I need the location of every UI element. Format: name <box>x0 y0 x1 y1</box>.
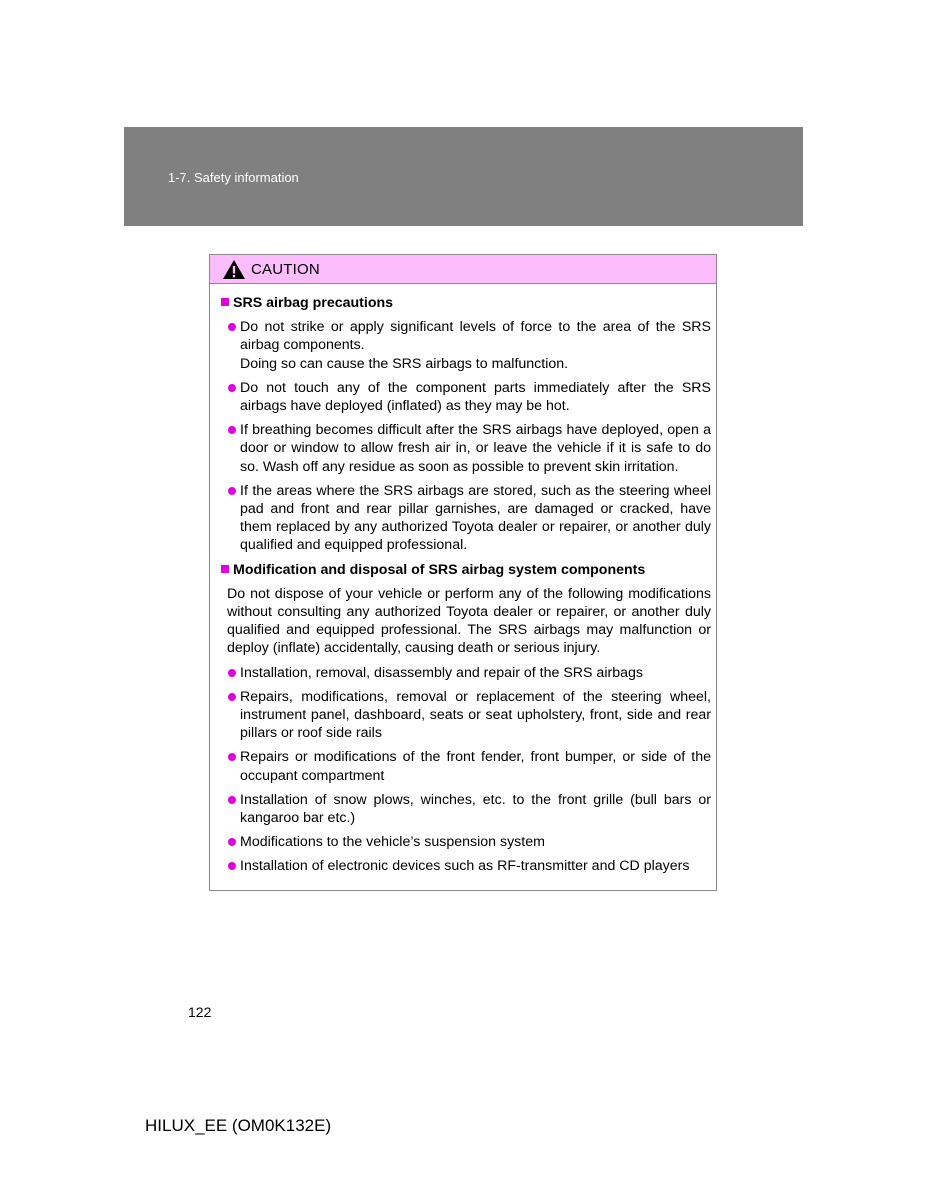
page-number: 122 <box>188 1004 212 1020</box>
list-item-text: Repairs or modifications of the front fender, front bumper, or side of the occupant compartment <box>240 749 711 784</box>
list-item-note: Doing so can cause the SRS airbags to malfunction. <box>240 355 569 372</box>
caution-content <box>210 284 716 876</box>
square-bullet-icon <box>221 565 229 573</box>
bullet-list <box>227 664 711 876</box>
list-item-text: If breathing becomes difficult after the SRS airbags have deployed, open a door or window to allow fresh air in, or leave the vehicle if it is safe to do so. Wash off any residue as soon as possible to prevent skin irritation. <box>240 422 711 475</box>
bullet-dot-icon <box>228 838 236 846</box>
section-title: 1-7. Safety information <box>168 170 299 185</box>
bullet-dot-icon <box>228 753 236 761</box>
square-bullet-icon <box>221 298 229 306</box>
bullet-dot-icon <box>228 384 236 392</box>
list-item-text: Installation, removal, disassembly and repair of the SRS airbags <box>240 664 643 681</box>
list-item-text: Modifications to the vehicle’s suspension system <box>240 834 545 851</box>
section-intro: Do not dispose of your vehicle or perform any of the following modifications without consulting any authorized Toyota dealer or repairer, or another duly qualified and equipped professional. The SRS airbags may malfunction or deploy (inflate) accidentally, causing death or serious injury. <box>227 585 711 657</box>
list-item-text: If the areas where the SRS airbags are stored, such as the steering wheel pad and front and rear pillar garnishes, are damaged or cracked, have them replaced by any authorized Toyota dealer or repairer, or another duly qualified and equipped professional. <box>240 482 711 554</box>
caution-header <box>210 255 716 284</box>
list-item <box>227 482 711 555</box>
list-item <box>227 421 711 476</box>
list-item <box>227 748 711 784</box>
list-item-text: Do not touch any of the component parts immediately after the SRS airbags have deployed (inflated) as they may be hot. <box>240 379 711 415</box>
list-item-text: Repairs, modifications, removal or replacement of the steering wheel, instrument panel, dashboard, seats or seat upholstery, front, side and rear pillars or roof side rails <box>240 688 711 742</box>
list-item <box>227 857 711 875</box>
section-heading-text: Modification and disposal of SRS airbag system components <box>233 561 646 578</box>
section-header-band <box>124 127 803 226</box>
list-item <box>227 379 711 415</box>
bullet-dot-icon <box>228 862 236 870</box>
caution-label: CAUTION <box>251 260 320 278</box>
list-item <box>227 833 711 851</box>
section-heading-text: SRS airbag precautions <box>233 295 394 311</box>
caution-box <box>209 254 717 891</box>
bullet-dot-icon <box>228 669 236 677</box>
section-heading <box>221 561 711 579</box>
bullet-dot-icon <box>228 693 236 701</box>
bullet-dot-icon <box>228 426 236 434</box>
list-item <box>227 318 711 373</box>
list-item-text: Installation of snow plows, winches, etc. to the front grille (bull bars or kangaroo bar etc.) <box>240 791 711 827</box>
list-item-text: Installation of electronic devices such as RF-transmitter and CD players <box>240 858 690 875</box>
bullet-dot-icon <box>228 487 236 495</box>
warning-triangle-icon <box>222 259 246 280</box>
document-code: HILUX_EE (OM0K132E) <box>145 1116 332 1135</box>
list-item <box>227 791 711 827</box>
bullet-dot-icon <box>228 796 236 804</box>
section-heading <box>221 294 711 312</box>
bullet-dot-icon <box>228 323 236 331</box>
list-item-text: Do not strike or apply significant levels of force to the area of the SRS airbag components. <box>240 319 711 354</box>
list-item <box>227 688 711 743</box>
bullet-list <box>227 318 711 554</box>
list-item <box>227 664 711 682</box>
